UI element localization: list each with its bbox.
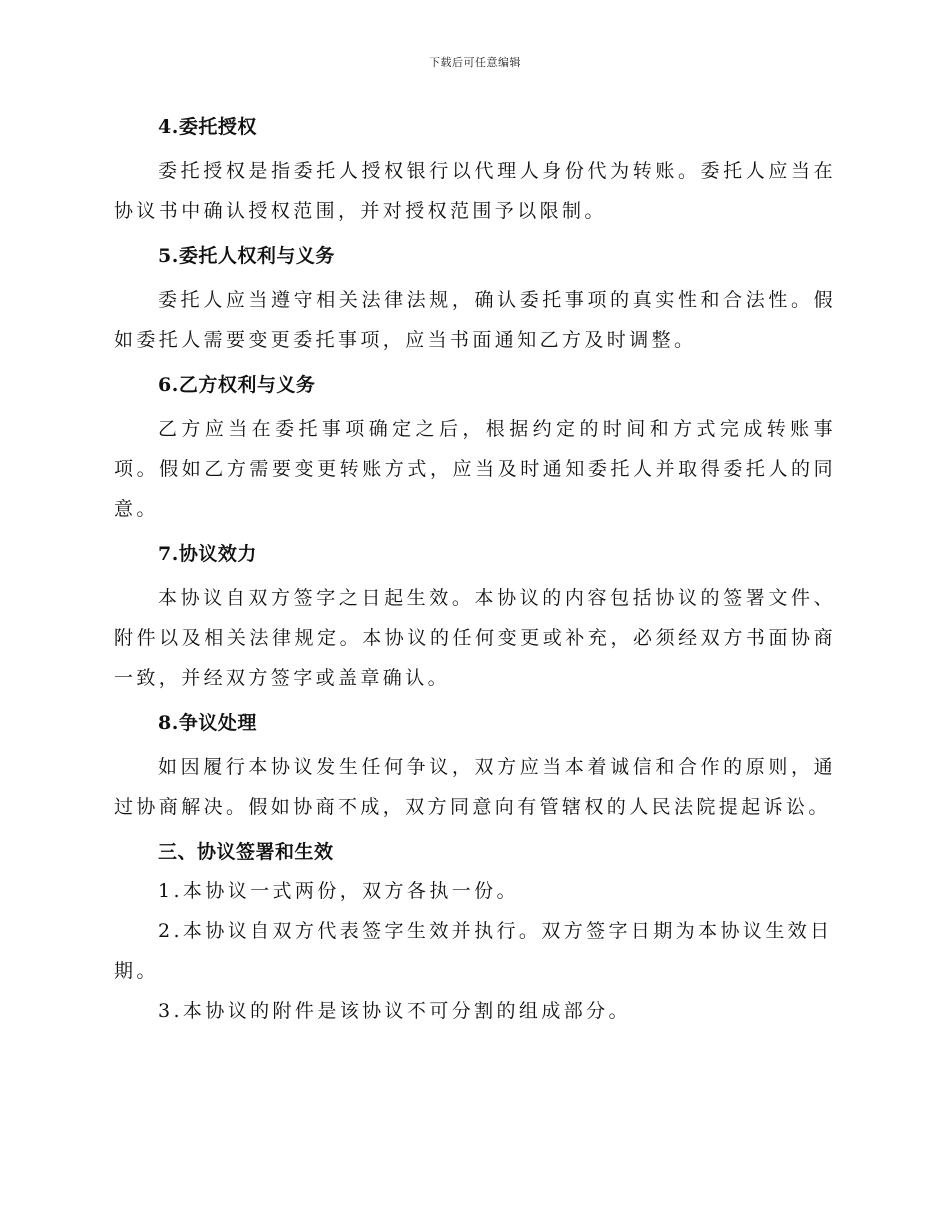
document-body [114,108,836,1031]
section-heading-7: 7.协议效力 [158,543,257,565]
section-heading-4: 4.委托授权 [158,116,257,138]
section-heading-6: 6.乙方权利与义务 [158,374,316,396]
section-paragraph-7: 本协议自双方签字之日起生效。本协议的内容包括协议的签署文件、附件以及相关法律规定。本协议的任何变更或补充，必须经双方书面协商一致，并经双方签字或盖章确认。 [114,587,836,689]
part3-heading: 三、协议签署和生效 [158,841,334,863]
part3-item-2: 2.本协议自双方代表签字生效并执行。双方签字日期为本协议生效日期。 [114,920,833,982]
part3-item-3: 3.本协议的附件是该协议不可分割的组成部分。 [158,1000,631,1022]
section-paragraph-5: 委托人应当遵守相关法律法规，确认委托事项的真实性和合法性。假如委托人需要变更委托事项，应当书面通知乙方及时调整。 [114,289,836,351]
section-paragraph-6: 乙方应当在委托事项确定之后，根据约定的时间和方式完成转账事项。假如乙方需要变更转账方式，应当及时通知委托人并取得委托人的同意。 [114,418,836,520]
section-paragraph-4: 委托授权是指委托人授权银行以代理人身份代为转账。委托人应当在协议书中确认授权范围，并对授权范围予以限制。 [114,160,836,222]
page-header: 下载后可任意编辑 [429,56,521,69]
section-paragraph-8: 如因履行本协议发生任何争议，双方应当本着诚信和合作的原则，通过协商解决。假如协商不成，双方同意向有管辖权的人民法院提起诉讼。 [114,756,836,818]
section-heading-5: 5.委托人权利与义务 [158,245,335,267]
section-heading-8: 8.争议处理 [158,712,257,734]
part3-item-1: 1.本协议一式两份，双方各执一份。 [158,880,519,902]
